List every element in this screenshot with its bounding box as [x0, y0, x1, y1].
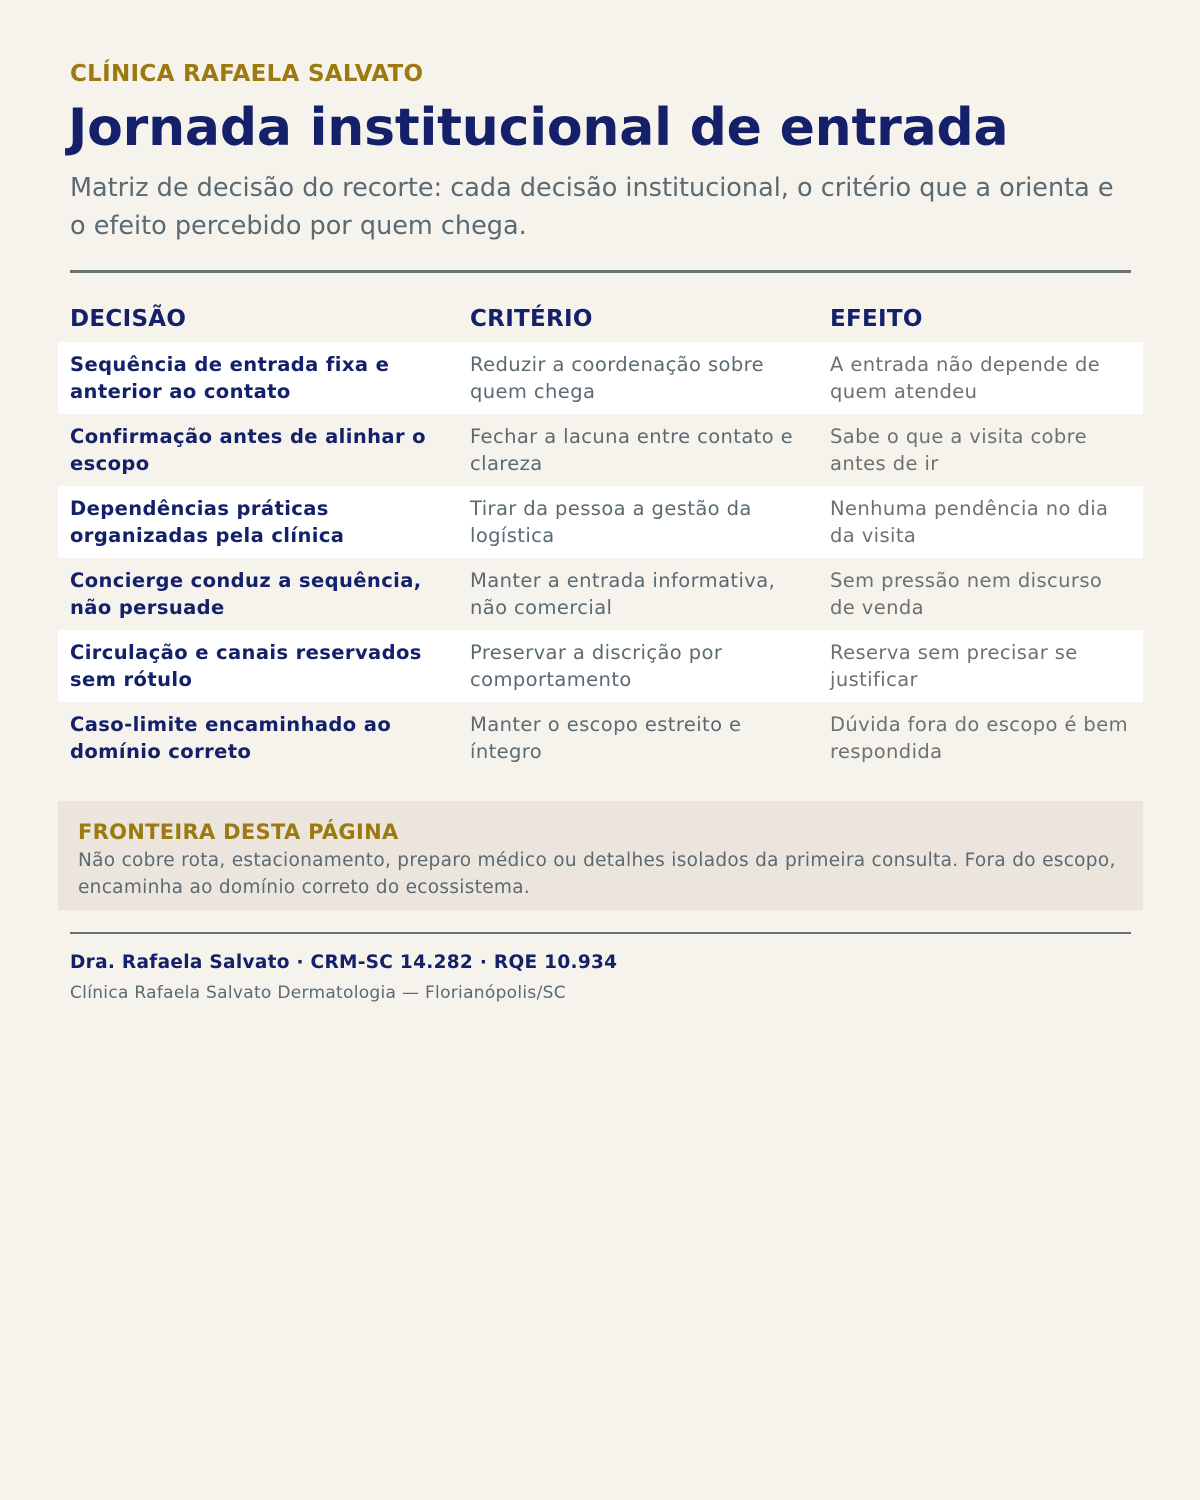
table-header [58, 296, 1143, 342]
boundary-text: Não cobre rota, estacionamento, preparo médico ou detalhes isolados da primeira consulta. Fora do escopo, encaminha ao domínio correto do ecossistema. [78, 850, 1116, 898]
boundary-label: FRONTEIRA DESTA PÁGINA [78, 820, 399, 844]
column-header-effect: EFEITO [830, 306, 923, 332]
doctor-signature: Dra. Rafaela Salvato · CRM-SC 14.282 · RQE 10.934 [70, 952, 618, 973]
decision-cell: Circulação e canais reservados sem rótulo [70, 641, 422, 691]
decision-cell: Caso-limite encaminhado ao domínio correto [70, 713, 392, 763]
table-row [58, 414, 1143, 486]
decision-cell: Dependências práticas organizadas pela clínica [70, 497, 345, 547]
criterion-cell: Fechar a lacuna entre contato e clareza [470, 425, 794, 475]
criterion-cell: Reduzir a coordenação sobre quem chega [470, 353, 765, 403]
scope-boundary-box [58, 801, 1143, 910]
effect-cell: Dúvida fora do escopo é bem respondida [830, 713, 1129, 763]
table-row [58, 702, 1143, 774]
column-header-criterion: CRITÉRIO [470, 306, 593, 332]
decision-matrix [58, 296, 1143, 774]
top-divider [70, 270, 1131, 273]
effect-cell: Sabe o que a visita cobre antes de ir [830, 425, 1088, 475]
table-row [58, 486, 1143, 558]
clinic-location: Clínica Rafaela Salvato Dermatologia — Florianópolis/SC [70, 983, 566, 1003]
clinic-eyebrow: CLÍNICA RAFAELA SALVATO [70, 61, 424, 87]
column-header-decision: DECISÃO [70, 306, 187, 332]
decision-cell: Confirmação antes de alinhar o escopo [70, 425, 426, 475]
page-subtitle: Matriz de decisão do recorte: cada decisão institucional, o critério que a orienta e o efeito percebido por quem chega. [70, 173, 1114, 241]
criterion-cell: Manter o escopo estreito e íntegro [470, 713, 742, 763]
effect-cell: Reserva sem precisar se justificar [830, 641, 1078, 691]
criterion-cell: Tirar da pessoa a gestão da logística [470, 497, 752, 547]
table-row [58, 342, 1143, 414]
bottom-divider [70, 932, 1131, 934]
decision-cell: Concierge conduz a sequência, não persuade [70, 569, 422, 619]
page-title: Jornada institucional de entrada [68, 98, 1009, 158]
effect-cell: Nenhuma pendência no dia da visita [830, 497, 1109, 547]
table-row [58, 630, 1143, 702]
criterion-cell: Manter a entrada informativa, não comercial [470, 569, 776, 619]
effect-cell: Sem pressão nem discurso de venda [830, 569, 1103, 619]
decision-cell: Sequência de entrada fixa e anterior ao contato [70, 353, 390, 403]
criterion-cell: Preservar a discrição por comportamento [470, 641, 723, 691]
effect-cell: A entrada não depende de quem atendeu [830, 353, 1101, 403]
table-row [58, 558, 1143, 630]
